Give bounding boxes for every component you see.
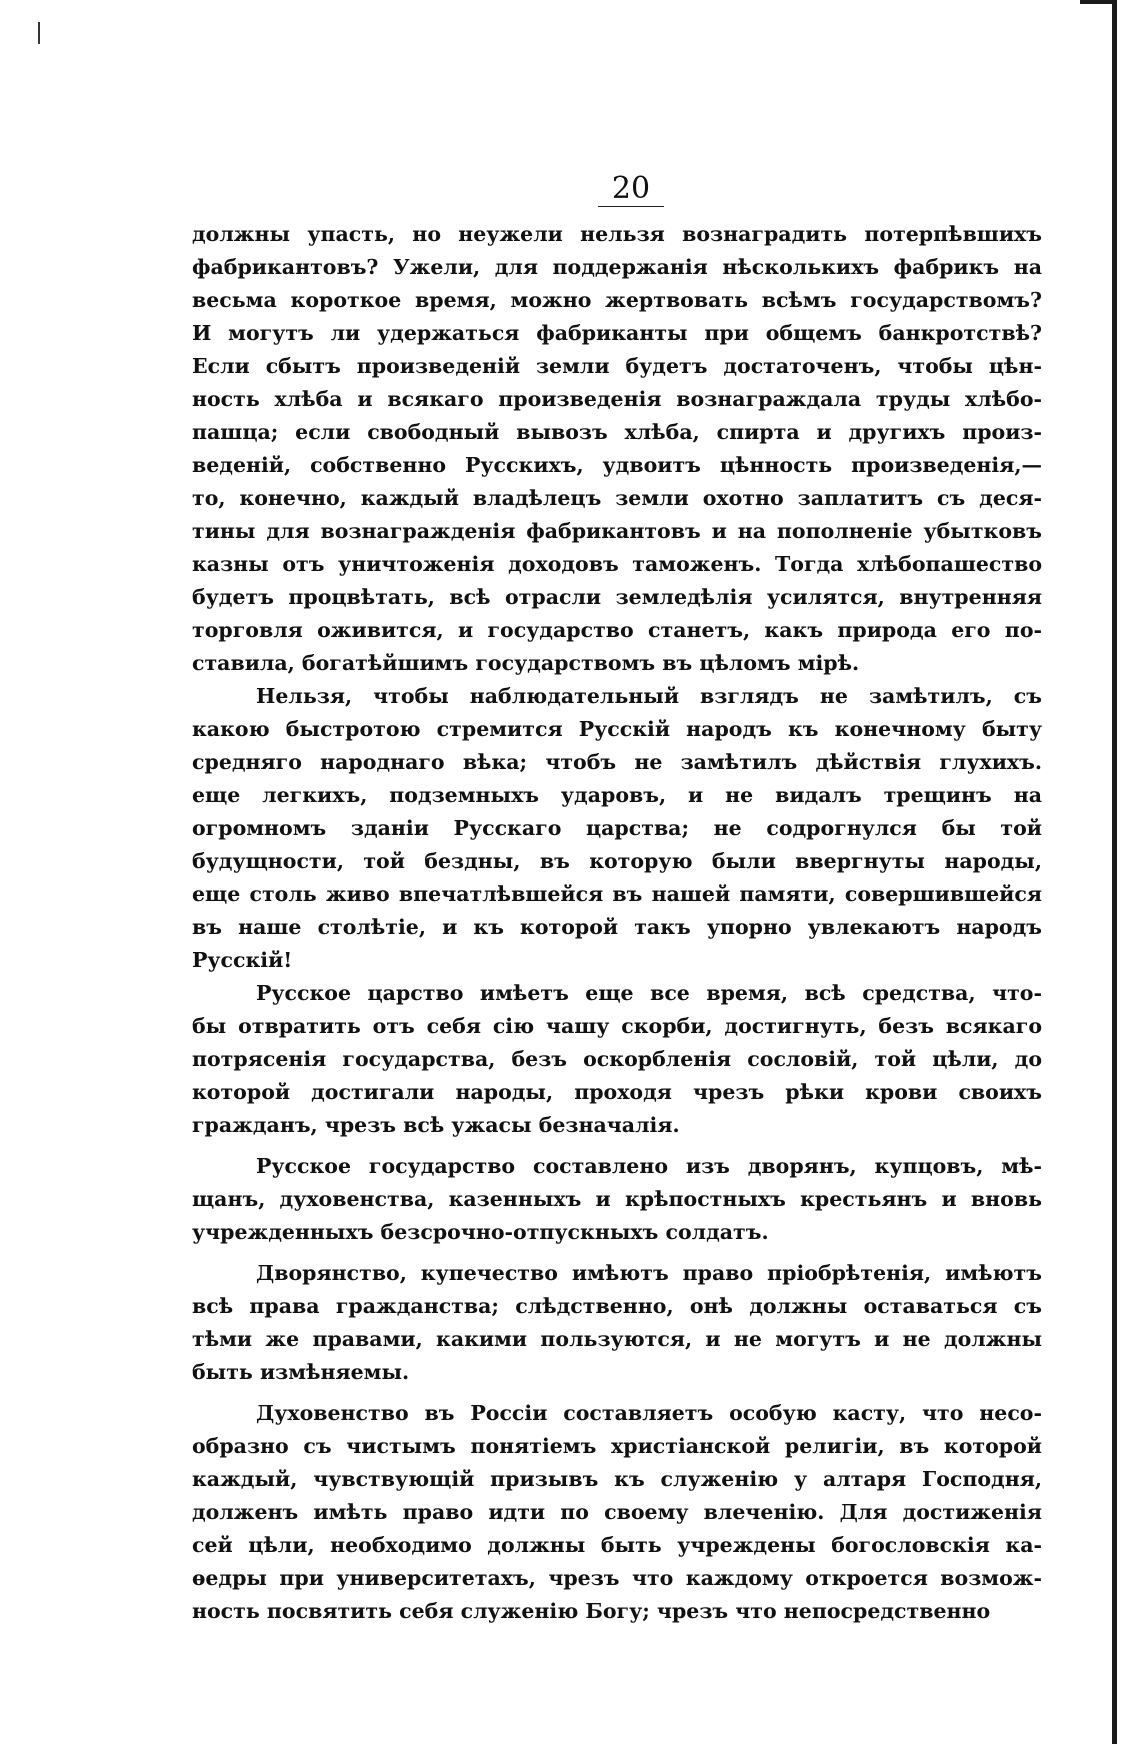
- text-line: Дворянство, купечество имѣютъ право пріобрѣтенія, имѣютъ: [256, 1261, 1042, 1285]
- text-line: Духовенство въ Россіи составляетъ особую касту, что несо-: [256, 1401, 1042, 1425]
- text-line: весьма короткое время, можно жертвовать всѣмъ государствомъ?: [192, 288, 1042, 312]
- text-line: казны отъ уничтоженія доходовъ таможенъ. Тогда хлѣбопашество: [192, 552, 1042, 576]
- text-line: средняго народнаго вѣка; чтобъ не замѣтилъ дѣйствія глухихъ.: [192, 750, 1042, 774]
- text-line: которой достигали народы, проходя чрезъ рѣки крови своихъ: [192, 1080, 1042, 1104]
- text-line: каждый, чувствующій призывъ къ служенію у алтаря Господня,: [192, 1467, 1042, 1491]
- text-line: учрежденныхъ безсрочно-отпускныхъ солдатъ.: [192, 1220, 769, 1244]
- scan-border-top: [1080, 0, 1114, 4]
- text-line: быть измѣняемы.: [192, 1360, 410, 1384]
- text-line: Русскій!: [192, 948, 293, 972]
- paragraph: [192, 1150, 1042, 1249]
- text-line: тѣми же правами, какими пользуются, и не могутъ и не должны: [192, 1327, 1042, 1351]
- scan-margin-mark: [38, 22, 40, 44]
- text-line: какою быстротою стремится Русскій народъ къ конечному быту: [192, 717, 1042, 741]
- text-line: ставила, богатѣйшимъ государствомъ въ цѣломъ мірѣ.: [192, 651, 860, 675]
- text-line: долженъ имѣть право идти по своему влеченію. Для достиженія: [192, 1500, 1042, 1524]
- text-line: гражданъ, чрезъ всѣ ужасы безначалія.: [192, 1113, 680, 1137]
- page-body: [192, 218, 1042, 1628]
- text-line: торговля оживится, и государство станетъ, какъ природа его по-: [192, 618, 1042, 642]
- text-line: всѣ права гражданства; слѣдственно, онѣ должны оставаться съ: [192, 1294, 1042, 1318]
- text-line: въ наше столѣтіе, и къ которой такъ упорно увлекаютъ народъ: [192, 915, 1042, 939]
- paragraph: [192, 977, 1042, 1142]
- text-line: Нельзя, чтобы наблюдательный взглядъ не замѣтилъ, съ: [256, 684, 1042, 708]
- text-line: огромномъ зданіи Русскаго царства; не содрогнулся бы той: [192, 816, 1042, 840]
- paragraph-gap: [192, 1249, 1042, 1257]
- scan-border-right: [1112, 0, 1117, 1744]
- text-line: веденій, собственно Русскихъ, удвоитъ цѣнность произведенія,—: [192, 453, 1042, 477]
- text-line: Русское государство составлено изъ дворянъ, купцовъ, мѣ-: [256, 1154, 1042, 1178]
- text-line: Если сбытъ произведеній земли будетъ достаточенъ, чтобы цѣн-: [192, 354, 1042, 378]
- text-line: бы отвратить отъ себя сію чашу скорби, достигнуть, безъ всякаго: [192, 1014, 1042, 1038]
- text-line: будетъ процвѣтать, всѣ отрасли земледѣлія усилятся, внутренняя: [192, 585, 1042, 609]
- text-line: пашца; если свободный вывозъ хлѣба, спирта и другихъ произ-: [192, 420, 1042, 444]
- text-line: фабрикантовъ? Ужели, для поддержанія нѣсколькихъ фабрикъ на: [192, 255, 1042, 279]
- text-line: тины для вознагражденія фабрикантовъ и на пополненіе убытковъ: [192, 519, 1042, 543]
- text-line: должны упасть, но неужели нельзя вознаградить потерпѣвшихъ: [192, 222, 1042, 246]
- text-line: образно съ чистымъ понятіемъ христіанской религіи, въ которой: [192, 1434, 1042, 1458]
- paragraph-gap: [192, 1142, 1042, 1150]
- page-number-rule: [598, 206, 664, 207]
- text-line: будущности, той бездны, въ которую были ввергнуты народы,: [192, 849, 1042, 873]
- paragraph: [192, 1397, 1042, 1628]
- text-line: И могутъ ли удержаться фабриканты при общемъ банкротствѣ?: [192, 321, 1042, 345]
- text-line: щанъ, духовенства, казенныхъ и крѣпостныхъ крестьянъ и вновь: [192, 1187, 1042, 1211]
- text-line: Русское царство имѣетъ еще все время, всѣ средства, что-: [256, 981, 1042, 1005]
- text-line: ность посвятить себя служенію Богу; чрезъ что непосредственно: [192, 1599, 991, 1623]
- text-line: потрясенія государства, безъ оскорбленія сословій, той цѣли, до: [192, 1047, 1042, 1071]
- paragraph: [192, 218, 1042, 680]
- text-line: сей цѣли, необходимо должны быть учреждены богословскія ка-: [192, 1533, 1042, 1557]
- paragraph: [192, 1257, 1042, 1389]
- text-line: еще легкихъ, подземныхъ ударовъ, и не видалъ трещинъ на: [192, 783, 1042, 807]
- paragraph-gap: [192, 1389, 1042, 1397]
- text-line: то, конечно, каждый владѣлецъ земли охотно заплатитъ съ деся-: [192, 486, 1042, 510]
- text-line: еще столь живо впечатлѣвшейся въ нашей памяти, совершившейся: [192, 882, 1042, 906]
- text-line: ѳедры при университетахъ, чрезъ что каждому откроется возмож-: [192, 1566, 1042, 1590]
- page-number: 20: [611, 171, 651, 206]
- paragraph: [192, 680, 1042, 977]
- text-line: ность хлѣба и всякаго произведенія вознаграждала труды хлѣбо-: [192, 387, 1042, 411]
